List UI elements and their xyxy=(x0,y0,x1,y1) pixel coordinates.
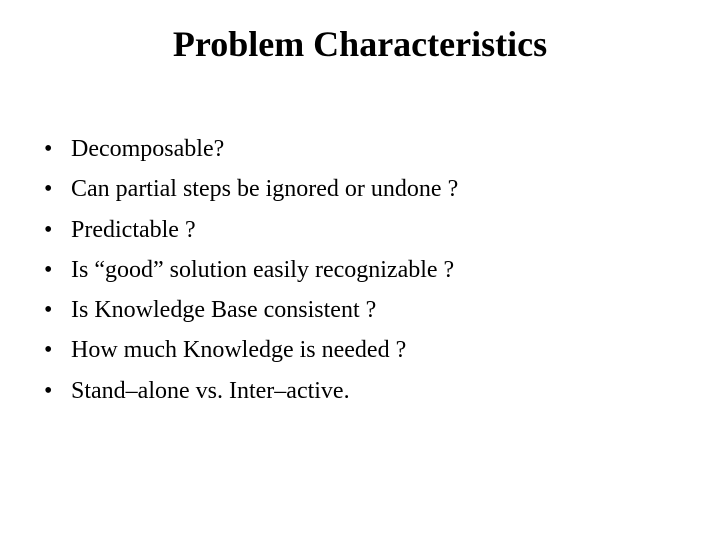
bullet-item xyxy=(44,330,458,370)
bullet-text: Predictable ? xyxy=(71,216,196,243)
bullet-item xyxy=(44,129,458,169)
bullet-text: Stand–alone vs. Inter–active. xyxy=(71,377,350,404)
bullet-item xyxy=(44,371,458,411)
bullet-icon: • xyxy=(44,297,53,324)
bullet-icon: • xyxy=(44,377,53,404)
bullet-item xyxy=(44,169,458,209)
bullet-icon: • xyxy=(44,176,53,203)
bullet-text: How much Knowledge is needed ? xyxy=(71,337,407,364)
slide-title: Problem Characteristics xyxy=(172,24,548,64)
bullet-icon: • xyxy=(44,216,53,243)
bullet-list xyxy=(44,129,458,411)
bullet-text: Is Knowledge Base consistent ? xyxy=(71,297,377,324)
bullet-text: Is “good” solution easily recognizable ? xyxy=(71,256,455,283)
bullet-text: Decomposable? xyxy=(71,136,225,162)
bullet-icon: • xyxy=(44,337,53,364)
bullet-icon: • xyxy=(44,256,53,283)
bullet-text: Can partial steps be ignored or undone ? xyxy=(71,176,459,203)
bullet-item xyxy=(44,210,458,250)
bullet-icon: • xyxy=(44,136,53,162)
bullet-item xyxy=(44,250,458,290)
bullet-item xyxy=(44,290,458,330)
